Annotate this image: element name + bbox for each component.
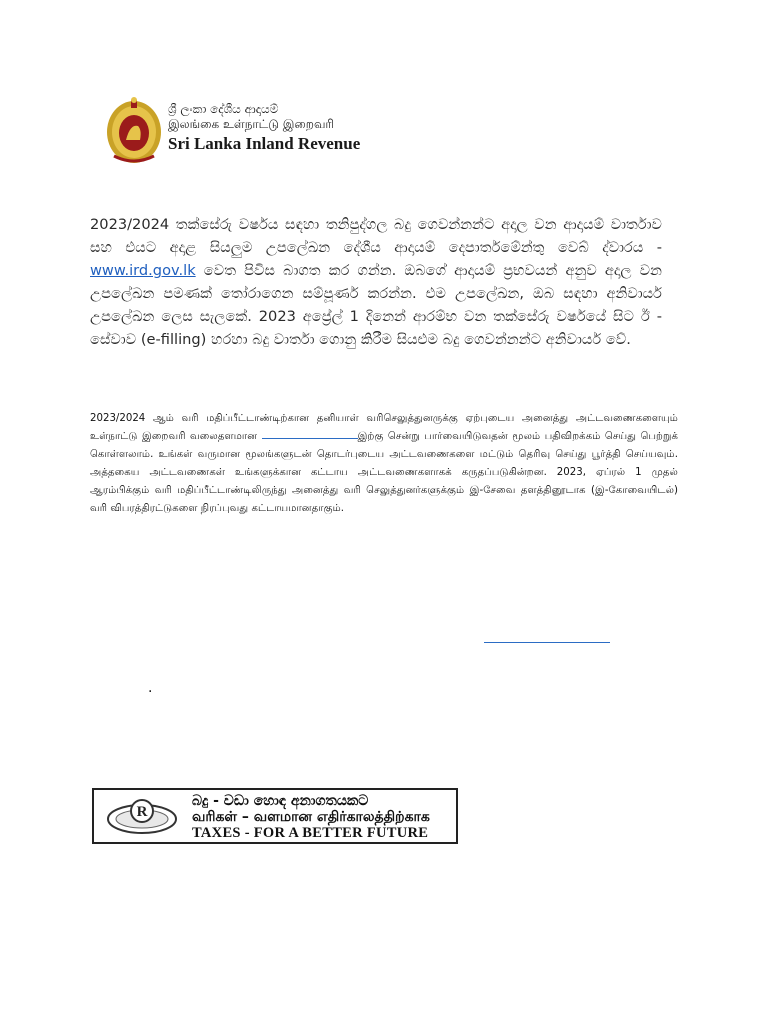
header-sinhala: ශ්‍රී ලංකා දේශීය ආදායම්	[168, 102, 279, 116]
ird-r-logo-icon	[100, 794, 184, 840]
svg-text:R: R	[136, 804, 148, 820]
tamil-paragraph	[90, 410, 678, 518]
tax-slogan-banner	[92, 788, 458, 844]
slogan-english: TAXES - FOR A BETTER FUTURE	[192, 825, 429, 841]
ird-website-link[interactable]: www.ird.gov.lk	[90, 262, 196, 279]
header-text	[168, 102, 360, 155]
tamil-text-end: இற்கு சென்று பார்வையிடுவதன் மூலம் பதிவிறக்கம் செய்து பெற்றுக் கொள்ளலாம். உங்கள் வருமான மூலங்களுடன் தொடர்புடைய அட்டவணைகளை மட்டும் தெரிவு செய்து பூர்த்தி செய்யவும். அத்தகைய அட்டவணைகள் உங்களுக்கான கட்டாய அட்டவணைகளாகக் கருதப்படுகின்றன. 2023, ஏப்ரல் 1 முதல் ஆரம்பிக்கும் வரி மதிப்பீட்டாண்டிலிருந்து அனைத்து வரி செலுத்துனர்களுக்கும் இ-சேவை தளத்தினூடாக (இ-கோவையிடல்) வரி விபரத்திரட்டுகளை நிரப்புவது கட்டாயமானதாகும்.	[90, 431, 678, 514]
slogan-sinhala: බදු - වඩා හොඳ අනාගතයකට	[192, 793, 369, 809]
sinhala-text-end: වෙත පිවිස බාගත කර ගන්න. ඔබගේ ආදායම් ප්‍රභවයන් අනුව අදාල වන උපලේඛන පමණක් තෝරාගෙන සම්පූර්ණ කරන්න. එම උපලේඛන, ඔබ සඳහා අනිවාර්ය උපලේඛන ලෙස සැලකේ. 2023 අප්‍රේල් 1 දිනෙන් ආරම්භ වන තක්සේරු වර්ෂයේ සිට ඊ - සේවාව (e-filling) හරහා බදු වාර්තා ගොනු කිරීම සියළුම බදු ගෙවන්නන්ට අනිවාර්ය වේ.	[90, 262, 662, 348]
sinhala-text-start: 2023/2024 තක්සේරු වර්ෂය සඳහා තනිපුද්ගල බදු ගෙවන්නන්ට අදාල වන ආදායම් වාර්තාව සහ එයට අදාළ සියලුම උපලේඛන දේශීය ආදායම් දෙපාර්තමේන්තු වෙබ් ද්වාරය -	[90, 216, 662, 256]
slogan-tamil: வரிகள் – வளமான எதிர்காலத்திற்காக	[192, 809, 430, 825]
sinhala-paragraph	[90, 213, 662, 351]
ird-header	[104, 96, 404, 166]
tamil-website-link[interactable]	[262, 428, 358, 439]
header-tamil: இலங்கை உள்நாட்டு இறைவரி	[168, 117, 335, 131]
stray-dot: .	[148, 680, 153, 696]
sri-lanka-emblem-icon	[104, 96, 164, 166]
tamil-text-start: 2023/2024 ஆம் வரி மதிப்பீட்டாண்டிற்கான தனியாள் வரிசெலுத்துனருக்கு ஏற்புடைய அனைத்து அட்டவணைகளையும் உள்நாட்டு இறைவரி வலைதளமான	[90, 413, 678, 442]
slogan-text	[192, 793, 430, 841]
empty-link-underline	[484, 642, 610, 643]
header-english: Sri Lanka Inland Revenue	[168, 134, 361, 153]
